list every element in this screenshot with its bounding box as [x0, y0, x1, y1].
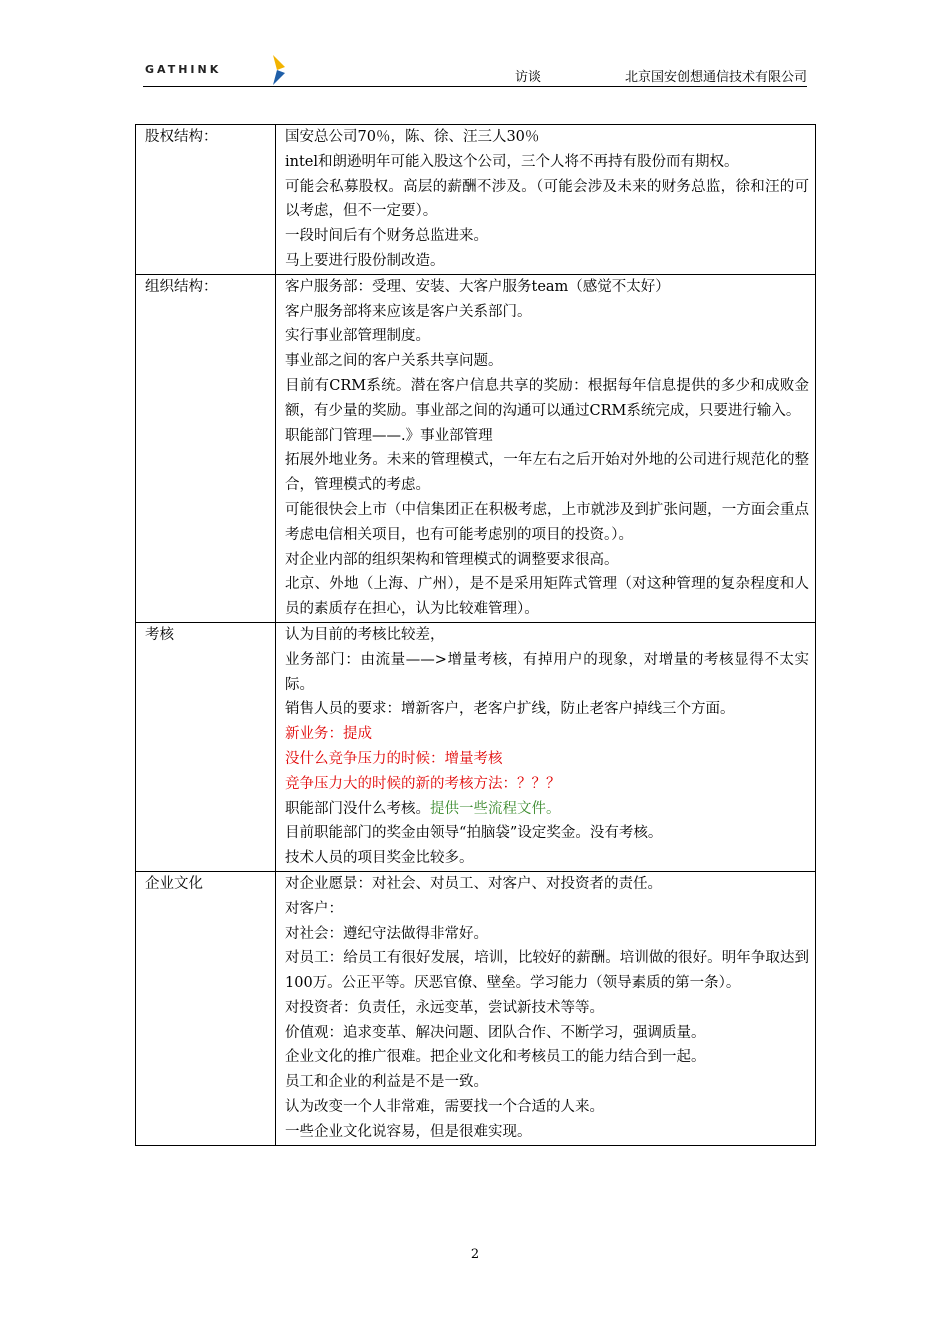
content-line	[285, 324, 809, 349]
page-number: 2	[470, 1247, 480, 1262]
content-line	[285, 922, 809, 947]
company-logo-text: GATHINK	[145, 63, 222, 76]
content-line	[285, 772, 809, 797]
line-text: 可能会私募股权。高层的薪酬不涉及。（可能会涉及未来的财务总监，徐和汪的可以考虑，但不一定要）。	[285, 178, 809, 220]
content-line	[285, 821, 809, 846]
line-text: 客户服务部将来应该是客户关系部门。	[285, 303, 532, 320]
line-text: 事业部之间的客户关系共享问题。	[285, 353, 503, 370]
content-line	[285, 697, 809, 722]
line-text: 价值观：追求变革、解决问题、团队合作、不断学习，强调质量。	[285, 1024, 706, 1041]
content-line	[285, 747, 809, 772]
line-text: 客户服务部：受理、安装、大客户服务team（感觉不太好）	[285, 278, 670, 295]
content-line	[285, 648, 809, 698]
line-text: 职能部门管理——.》事业部管理	[285, 427, 493, 444]
content-line	[285, 572, 809, 622]
content-line	[285, 722, 809, 747]
content-line	[285, 1045, 809, 1070]
line-text: 员工和企业的利益是不是一致。	[285, 1074, 488, 1091]
content-line	[285, 946, 809, 996]
content-line	[285, 374, 809, 424]
section-label: 组织结构：	[136, 274, 276, 622]
line-text: 一些企业文化说容易，但是很难实现。	[285, 1123, 532, 1140]
line-text: 新业务：提成	[285, 726, 372, 743]
content-line	[285, 300, 809, 325]
line-text: 对企业愿景：对社会、对员工、对客户、对投资者的责任。	[285, 875, 662, 892]
content-line	[285, 275, 809, 300]
table-row	[136, 125, 816, 275]
line-text: 企业文化的推广很难。把企业文化和考核员工的能力结合到一起。	[285, 1049, 706, 1066]
table-row	[136, 871, 816, 1145]
content-line	[285, 349, 809, 374]
line-text: 竞争压力大的时候的新的考核方法：？？？	[285, 775, 561, 792]
line-text: 马上要进行股份制改造。	[285, 252, 445, 269]
content-line	[285, 1120, 809, 1145]
line-text: 认为目前的考核比较差，	[285, 626, 445, 643]
line-text: 没什么竞争压力的时候：增量考核	[285, 750, 503, 767]
content-line	[285, 1070, 809, 1095]
content-line	[285, 448, 809, 498]
line-text: 对社会：遵纪守法做得非常好。	[285, 925, 488, 942]
content-line	[285, 872, 809, 897]
content-line	[285, 797, 809, 822]
line-text: 对投资者：负责任，永远变革，尝试新技术等等。	[285, 999, 604, 1016]
content-line	[285, 224, 809, 249]
content-line	[285, 175, 809, 225]
line-text: 对企业内部的组织架构和管理模式的调整要求很高。	[285, 551, 619, 568]
line-text: 业务部门：由流量——>增量考核，有掉用户的现象，对增量的考核显得不太实际。	[285, 651, 809, 693]
line-text: 对员工：给员工有很好发展，培训，比较好的薪酬。培训做的很好。明年争取达到100万。公正平等。厌恶官僚、壁垒。学习能力（领导素质的第一条）。	[285, 950, 809, 992]
line-text: 可能很快会上市（中信集团正在积极考虑，上市就涉及到扩张问题，一方面会重点考虑电信相关项目，也有可能考虑别的项目的投资。）。	[285, 501, 809, 543]
content-line	[285, 1021, 809, 1046]
line-text: intel和朗逊明年可能入股这个公司，三个人将不再持有股份而有期权。	[285, 153, 739, 170]
line-text: 销售人员的要求：增新客户，老客户扩线，防止老客户掉线三个方面。	[285, 701, 735, 718]
line-text: 职能部门没什么考核。	[285, 800, 430, 817]
page-header	[143, 52, 807, 87]
line-text: 一段时间后有个财务总监进来。	[285, 228, 488, 245]
content-line	[285, 548, 809, 573]
content-line	[285, 150, 809, 175]
line-text: 对客户：	[285, 900, 343, 917]
content-line	[285, 846, 809, 871]
section-content	[276, 871, 816, 1145]
section-label: 股权结构：	[136, 125, 276, 275]
line-text: 认为改变一个人非常难，需要找一个合适的人来。	[285, 1099, 604, 1116]
interview-table	[135, 124, 816, 1146]
content-line	[285, 498, 809, 548]
content-line	[285, 623, 809, 648]
section-content	[276, 622, 816, 871]
header-section-title: 访谈	[515, 70, 542, 85]
content-line	[285, 424, 809, 449]
content-line	[285, 996, 809, 1021]
line-text: 目前职能部门的奖金由领导“拍脑袋”设定奖金。没有考核。	[285, 825, 663, 842]
header-company-name: 北京国安创想通信技术有限公司	[624, 70, 807, 85]
line-text: 目前有CRM系统。潜在客户信息共享的奖励：根据每年信息提供的多少和成败金额，有少量的奖励。事业部之间的沟通可以通过CRM系统完成，只要进行输入。	[285, 377, 809, 419]
line-text: 实行事业部管理制度。	[285, 328, 430, 345]
content-line	[285, 249, 809, 274]
company-logo-icon	[271, 55, 289, 85]
line-text: 国安总公司70％，陈、徐、汪三人30％	[285, 129, 540, 145]
content-line	[285, 125, 809, 150]
table-row	[136, 622, 816, 871]
content-line	[285, 1095, 809, 1120]
line-text: 北京、外地（上海、广州），是不是采用矩阵式管理（对这种管理的复杂程度和人员的素质存在担心，认为比较难管理）。	[285, 576, 809, 618]
section-label: 企业文化	[136, 871, 276, 1145]
content-line	[285, 897, 809, 922]
section-content	[276, 125, 816, 275]
line-text: 拓展外地业务。未来的管理模式，一年左右之后开始对外地的公司进行规范化的整合，管理模式的考虑。	[285, 452, 809, 494]
section-content	[276, 274, 816, 622]
table-row	[136, 274, 816, 622]
line-highlight-text: 提供一些流程文件。	[430, 800, 561, 817]
section-label: 考核	[136, 622, 276, 871]
line-text: 技术人员的项目奖金比较多。	[285, 850, 474, 867]
